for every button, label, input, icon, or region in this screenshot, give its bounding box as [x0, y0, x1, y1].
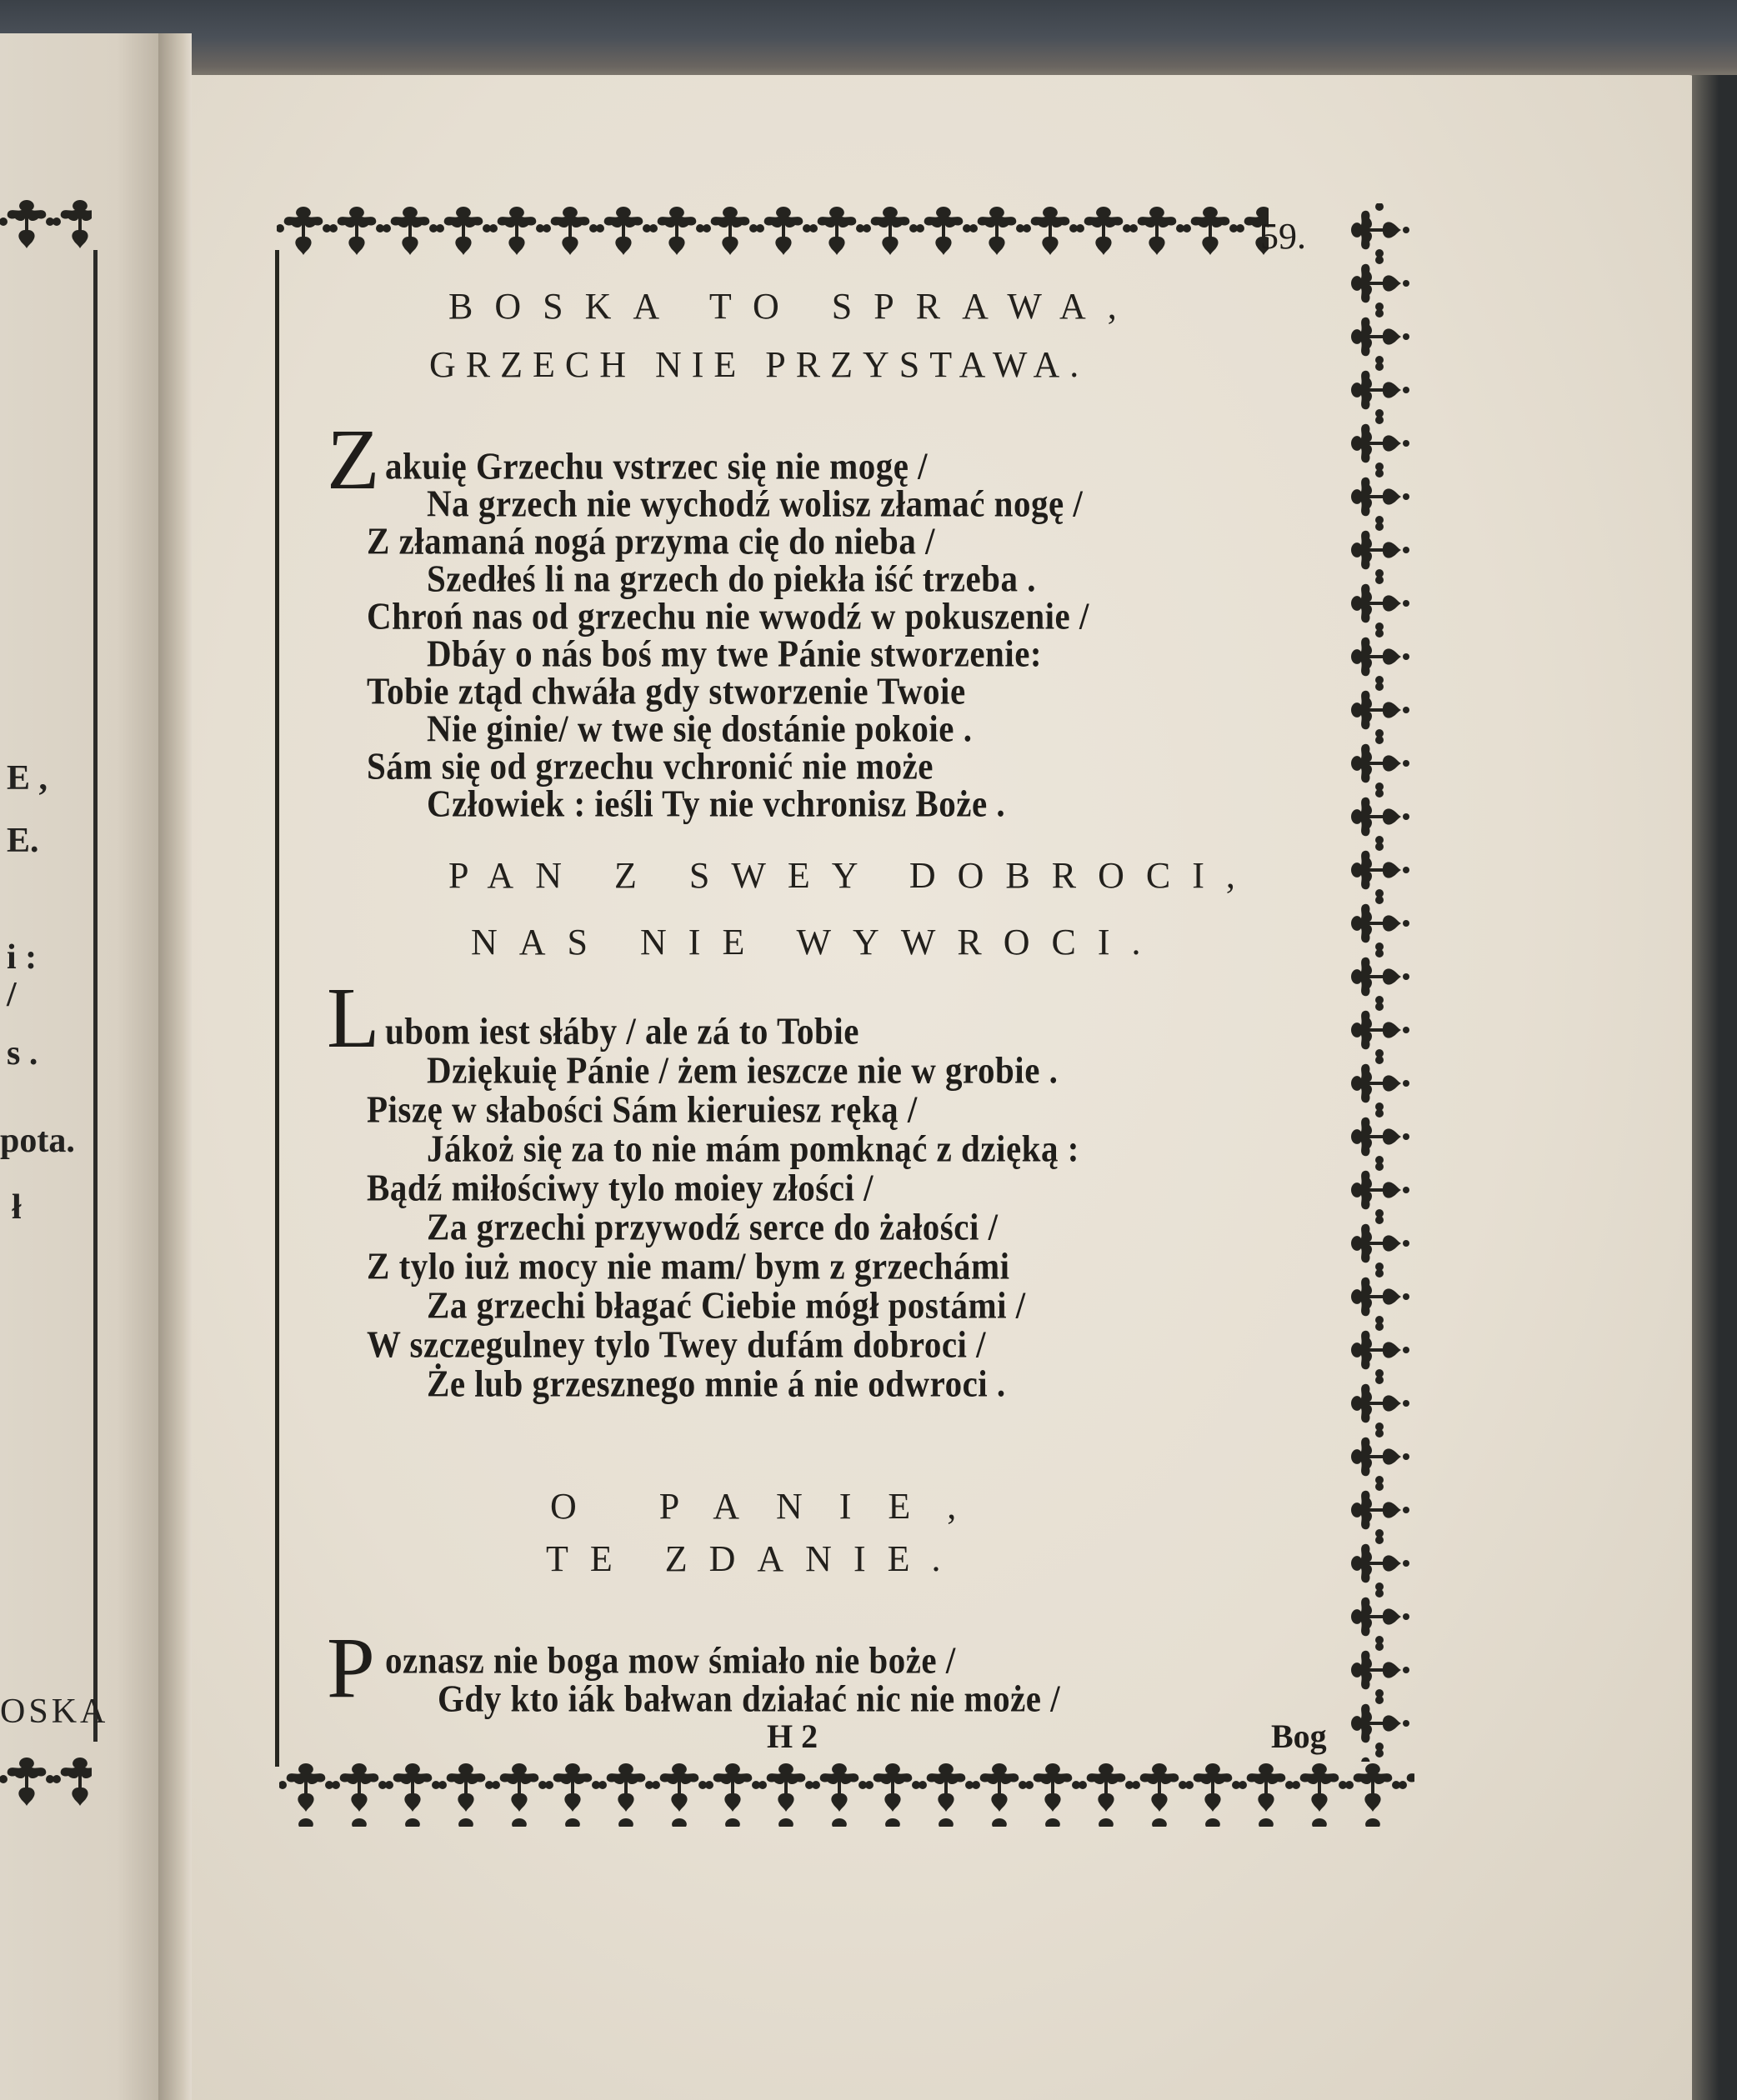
- verse-line: W szczegulney tylo Twey dufám dobroci /: [367, 1322, 987, 1366]
- verse-line: Człowiek : ieśli Ty nie vchronisz Boże .: [427, 782, 1006, 825]
- book-top-edge: [0, 0, 1737, 83]
- left-fragment: E ,: [7, 759, 48, 798]
- bottom-ornament-border: [279, 1760, 1414, 1827]
- section-heading: TE ZDANIE.: [546, 1538, 963, 1579]
- drop-cap: Z: [327, 412, 380, 508]
- verse-line: Chroń nas od grzechu nie wwodź w pokuszenie /: [367, 594, 1089, 638]
- left-fragment: OSKA: [0, 1692, 109, 1731]
- verse-line: oznasz nie boga mow śmiało nie boże /: [385, 1638, 956, 1682]
- verse-line: Sám się od grzechu vchronić nie może: [367, 744, 934, 788]
- book-gutter: [158, 33, 192, 2100]
- verse-line: Bądź miłościwy tylo moiey złości /: [367, 1166, 874, 1209]
- verse-line: Na grzech nie wychodź wolisz złamać nogę /: [427, 482, 1084, 525]
- verse-line: ubom iest słáby / ale zá to Tobie: [385, 1009, 859, 1052]
- page-number: 59.: [1260, 216, 1306, 257]
- verse-line: Jákoż się za to nie mám pomknąć z dzięką :: [427, 1127, 1079, 1170]
- verse-line: Szedłeś li na grzech do piekła iść trzeba .: [427, 557, 1036, 600]
- drop-cap: P: [327, 1620, 375, 1716]
- top-ornament-border: [277, 203, 1269, 258]
- verse-line: Piszę w słabości Sám kieruiesz ręką /: [367, 1088, 918, 1131]
- left-bottom-ornament: [0, 1754, 92, 1809]
- section-heading: BOSKA TO SPRAWA,: [448, 286, 1139, 327]
- signature-mark: H 2: [767, 1718, 818, 1755]
- verse-line: Z złamaná nogá przyma cię do nieba /: [367, 519, 935, 562]
- left-frame-line: [93, 250, 98, 1742]
- drop-cap: L: [327, 970, 380, 1066]
- left-fragment: pota.: [0, 1122, 75, 1160]
- verse-line: Z tylo iuż mocy nie mam/ bym z grzechámi: [367, 1244, 1010, 1288]
- left-top-ornament: [0, 197, 92, 252]
- verse-line: Dbáy o nás boś my twe Pánie stworzenie:: [427, 632, 1043, 675]
- left-fragment: s .: [7, 1034, 38, 1072]
- left-fragment: E.: [7, 822, 39, 860]
- verse-line: Tobie ztąd chwáła gdy stworzenie Twoie: [367, 669, 966, 712]
- left-fragment: /: [7, 976, 17, 1014]
- verse-line: Nie ginie/ w twe się dostánie pokoie .: [427, 707, 973, 750]
- page-edge-shadow: [1692, 75, 1737, 2100]
- section-heading: NAS NIE WYWROCI.: [471, 922, 1163, 962]
- section-heading: O PANIE,: [550, 1486, 994, 1527]
- section-heading: GRZECH NIE PRZYSTAWA.: [429, 344, 1089, 385]
- left-fragment: i :: [7, 938, 38, 977]
- left-frame-rule: [275, 250, 279, 1767]
- left-fragment: ł: [12, 1188, 22, 1227]
- verse-line: Za grzechi przywodź serce do żałości /: [427, 1205, 999, 1248]
- verse-line: Że lub grzesznego mnie á nie odwroci .: [427, 1362, 1006, 1405]
- verse-line: Dziękuię Pánie / żem ieszcze nie w grobie .: [427, 1048, 1059, 1092]
- catchword: Bog: [1271, 1718, 1327, 1755]
- verse-line: Za grzechi błagać Ciebie mógł postámi /: [427, 1283, 1026, 1327]
- section-heading: PAN Z SWEY DOBROCI,: [448, 855, 1257, 896]
- verse-line: Gdy kto iák bałwan działać nic nie może /: [438, 1677, 1061, 1720]
- right-ornament-border: [1346, 203, 1414, 1762]
- verse-line: akuię Grzechu vstrzec się nie mogę /: [385, 444, 929, 488]
